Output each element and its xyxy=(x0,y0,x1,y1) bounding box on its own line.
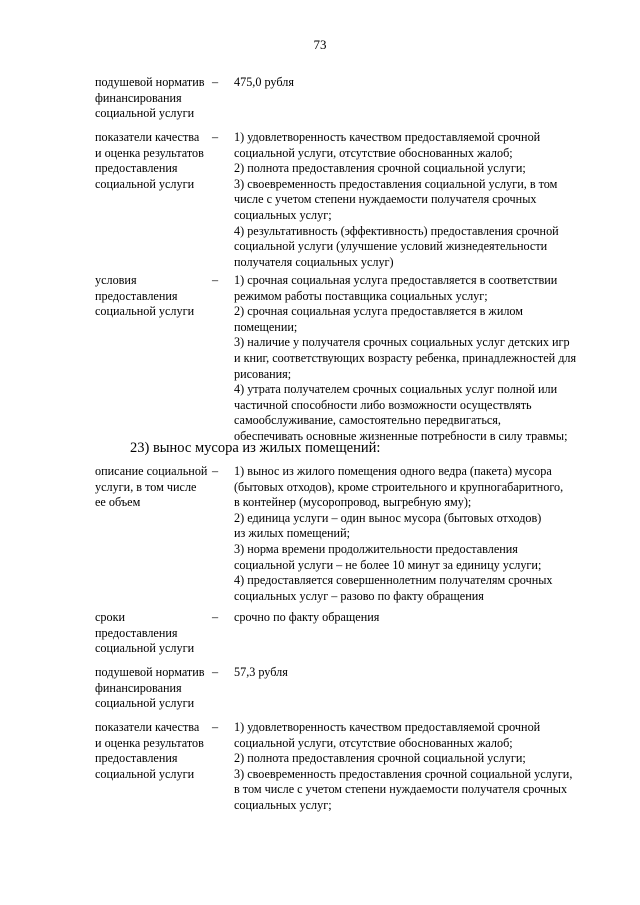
dash-separator: – xyxy=(212,130,219,144)
norm-financing-block-2 xyxy=(95,665,595,712)
block-label: условия предоставления социальной услуги xyxy=(95,273,195,319)
block-content: 1) удовлетворенность качеством предоставляемой срочной социальной услуги, отсутствие обоснованных жалоб; 2) полнота предоставления срочной социальной услуги; 3) своевременность предоставления срочной социальной услуги, в том числе с учетом степени нуждаемости получателя срочных социальных услуг; xyxy=(234,720,573,812)
dash-separator: – xyxy=(212,610,219,624)
page-number: 73 xyxy=(313,37,327,52)
block-label: подушевой норматив финансирования социальной услуги xyxy=(95,75,205,121)
block-label: описание социальной услуги, в том числе ее объем xyxy=(95,464,208,510)
quality-indicators-block-2 xyxy=(95,720,595,814)
block-content: срочно по факту обращения xyxy=(234,610,380,624)
norm-financing-block-1 xyxy=(95,75,595,122)
block-label: подушевой норматив финансирования социальной услуги xyxy=(95,665,205,711)
dash-separator: – xyxy=(212,75,219,89)
block-content: 1) вынос из жилого помещения одного ведра (пакета) мусора (бытовых отходов), кроме строительного и крупногабаритного, в контейнер (мусоропровод, выгребную яму); 2) единица услуги – один вынос мусора (бытовых отходов) из жилых помещений; 3) норма времени продолжительности предоставления социальной услуги – не более 10 минут за единицу услуги; 4) предоставляется совершеннолетним получателям срочных социальных услуг – разово по факту обращения xyxy=(234,464,564,603)
block-content: 475,0 рубля xyxy=(234,75,294,89)
service-description-block xyxy=(95,464,595,604)
quality-indicators-block-1 xyxy=(95,130,595,270)
dash-separator: – xyxy=(212,273,219,287)
block-content: 57,3 рубля xyxy=(234,665,288,679)
conditions-block xyxy=(95,273,595,445)
block-label: показатели качества и оценка результатов предоставления социальной услуги xyxy=(95,130,204,191)
block-label: показатели качества и оценка результатов предоставления социальной услуги xyxy=(95,720,204,781)
terms-block xyxy=(95,610,595,657)
block-content: 1) удовлетворенность качеством предоставляемой срочной социальной услуги, отсутствие обоснованных жалоб; 2) полнота предоставления срочной социальной услуги; 3) своевременность предоставления социальной услуги, в том числе с учетом степени нуждаемости получателя срочных социальных услуг; 4) результативность (эффективность) предоставления срочной социальной услуги (улучшение условий жизнедеятельности получателя социальных услуг) xyxy=(234,130,559,269)
block-content: 1) срочная социальная услуга предоставляется в соответствии режимом работы поставщика социальных услуг; 2) срочная социальная услуга предоставляется в жилом помещении; 3) наличие у получателя срочных социальных услуг детских игр и книг, соответствующих возрасту ребенка, принадлежностей для рисования; 4) утрата получателем срочных социальных услуг полной или частичной способности либо возможности осуществлять самообслуживание, самостоятельно передвигаться, обеспечивать основные жизненные потребности в силу травмы; xyxy=(234,273,577,443)
block-label: сроки предоставления социальной услуги xyxy=(95,610,195,656)
section-heading: 23) вынос мусора из жилых помещений: xyxy=(130,440,381,456)
dash-separator: – xyxy=(212,720,219,734)
dash-separator: – xyxy=(212,464,219,478)
dash-separator: – xyxy=(212,665,219,679)
